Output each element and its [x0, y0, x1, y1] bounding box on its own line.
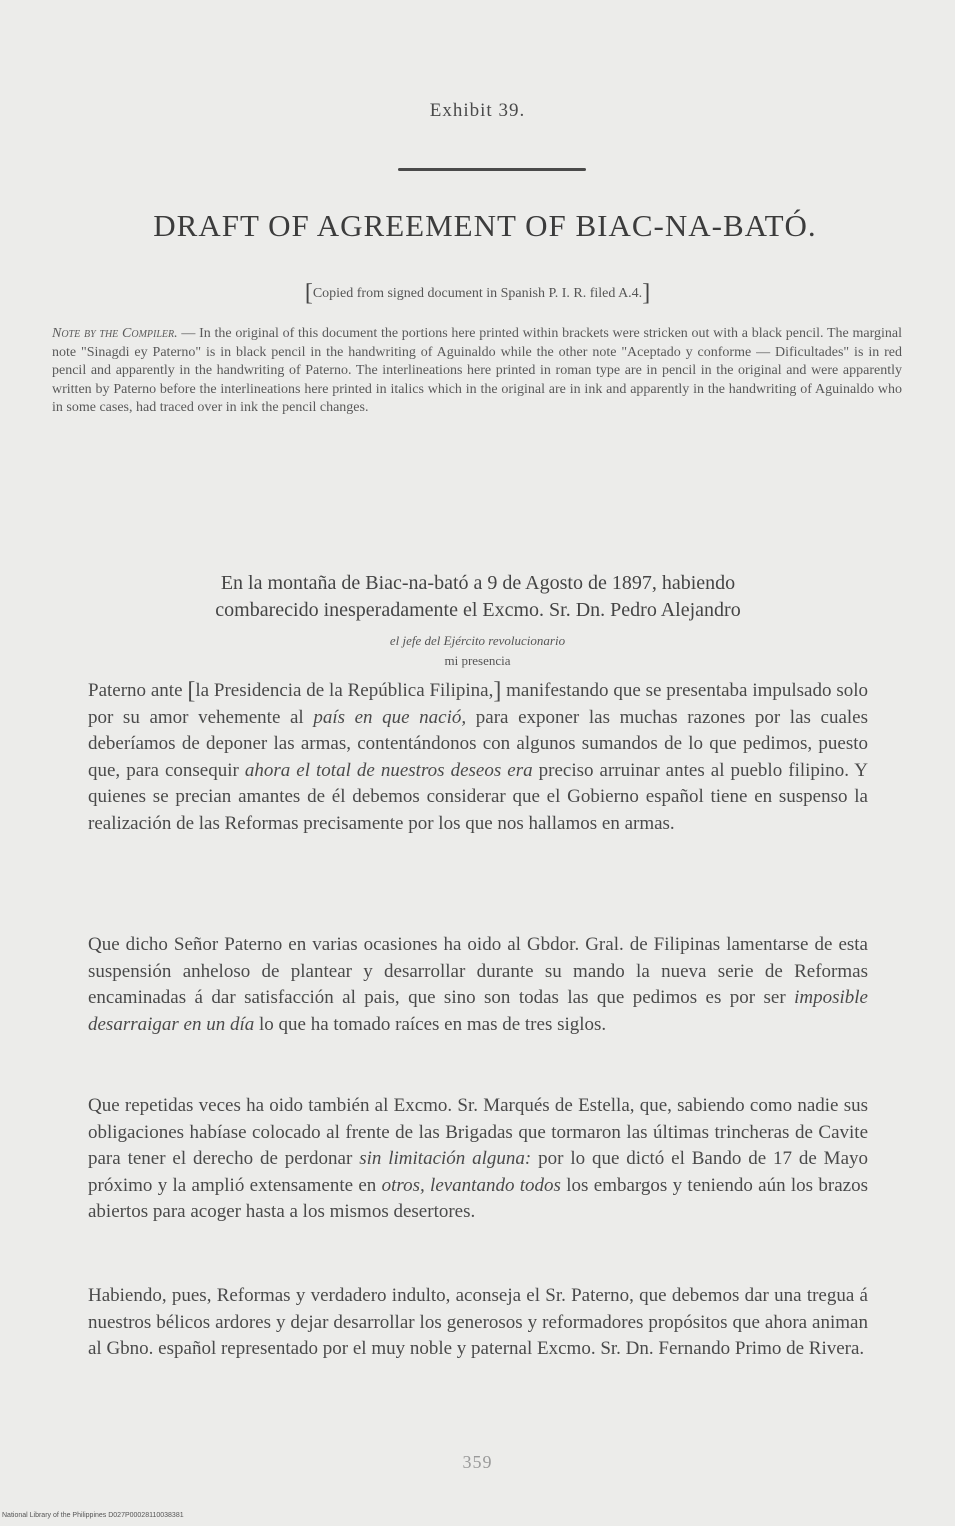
- p2-text-b: lo que ha tomado raíces en mas de tres siglos.: [254, 1013, 607, 1035]
- paragraph-3: [88, 1093, 868, 1226]
- p1-text-b: manifestando que se presentaba impulsado solo por su amor vehemente al: [88, 680, 868, 728]
- intro-paragraph: [78, 570, 878, 624]
- page-number: 359: [462, 1452, 493, 1472]
- interlineation-italic: el jefe del Ejército revolucionario: [389, 633, 566, 648]
- p3-text-a: Que repetidas veces ha oido también al Excmo. Sr. Marqués de Estella, que, sabiendo como nadie sus obligaciones habíase colocado al frente de las Brigadas que tormaron las últimas trincheras de Cavite para tener el derecho de perdonar: [88, 1095, 868, 1170]
- p1-stricken-text: la Presidencia de la República Filipina,: [195, 680, 494, 701]
- compiler-note-lead: Note by the Compiler.: [52, 326, 178, 341]
- intro-line-2: combarecido inesperadamente el Excmo. Sr. Dn. Pedro Alejandro: [215, 599, 741, 621]
- paragraph-2: [88, 932, 868, 1038]
- p1-text-c: para exponer las muchas razones por las cuales deberíamos de deponer las armas, contentándonos con algunos sumandos de lo que pedimos, puesto que, para consequir: [88, 706, 868, 781]
- p3-italic-1: sin limitación alguna:: [359, 1148, 532, 1170]
- source-note: [0, 280, 955, 307]
- p2-italic: imposible desarraigar en un día: [88, 987, 868, 1035]
- paragraph-1: [88, 678, 868, 838]
- compiler-note: [52, 325, 902, 418]
- open-bracket: [: [304, 280, 313, 306]
- close-bracket: ]: [642, 280, 651, 306]
- p2-text-a: Que dicho Señor Paterno en varias ocasiones ha oido al Gbdor. Gral. de Filipinas lamentarse de esta suspensión anheloso de plantear y desarrollar durante su mando la nueva serie de Reformas encaminadas á dar satisfacción al pais, que sino son todas las que pedimos es por ser: [88, 934, 868, 1009]
- p1-open-bracket: [: [187, 678, 196, 704]
- intro-line-1: En la montaña de Biac-na-bató a 9 de Agosto de 1897, habiendo: [220, 572, 736, 594]
- p3-text-c: los embargos y teniendo aún los brazos abiertos para acoger hasta a los mismos desertores.: [88, 1174, 868, 1223]
- document-title: DRAFT OF AGREEMENT OF BIAC-NA-BATÓ.: [153, 208, 817, 243]
- exhibit-heading: Exhibit 39.: [429, 100, 526, 121]
- p1-text-a: Paterno ante: [88, 680, 188, 701]
- p1-close-bracket: ]: [493, 678, 502, 704]
- p1-italic-1: país en que nació,: [313, 706, 467, 728]
- compiler-note-text: — In the original of this document the portions here printed within brackets were stricken out with a black pencil. The marginal note "Sinagdi ey Paterno" is in black pencil in the handwriting of Aguinaldo while the other note "Aceptado y conforme — Dificultades" is in red pencil and apparently in the handwriting of Paterno. The interlineations here printed in roman type are in pencil in the original and were apparently written by Paterno before the interlineations here printed in italics which in the original are in ink and apparently in the handwriting of Aguinaldo who in some cases, had traced over in ink the pencil changes.: [52, 326, 902, 415]
- p3-italic-2: otros, levantando todos: [381, 1174, 561, 1196]
- paragraph-4: Habiendo, pues, Reformas y verdadero indulto, aconseja el Sr. Paterno, que debemos dar una tregua á nuestros bélicos ardores y dejar desarrollar los generosos y reformadores propósitos que ahora animan al Gbno. español representado por el muy noble y paternal Excmo. Sr. Dn. Fernando Primo de Rivera.: [88, 1285, 868, 1360]
- source-note-text: Copied from signed document in Spanish P. I. R. filed A.4.: [312, 286, 643, 301]
- interlineation-roman: mi presencia: [444, 653, 511, 668]
- p1-text-d: preciso arruinar antes al pueblo filipino. Y quienes se precian amantes de él debemos considerar que el Gobierno español tiene en suspenso la realización de las Reformas precisamente por los que nos hallamos en armas.: [88, 759, 868, 834]
- title-rule: [398, 168, 586, 171]
- p1-italic-2: ahora el total de nuestros deseos era: [244, 759, 533, 781]
- archive-footer: National Library of the Philippines D027P00028110038381: [2, 1512, 184, 1519]
- p3-text-b: por lo que dictó el Bando de 17 de Mayo próximo y la amplió extensamente en: [88, 1148, 869, 1196]
